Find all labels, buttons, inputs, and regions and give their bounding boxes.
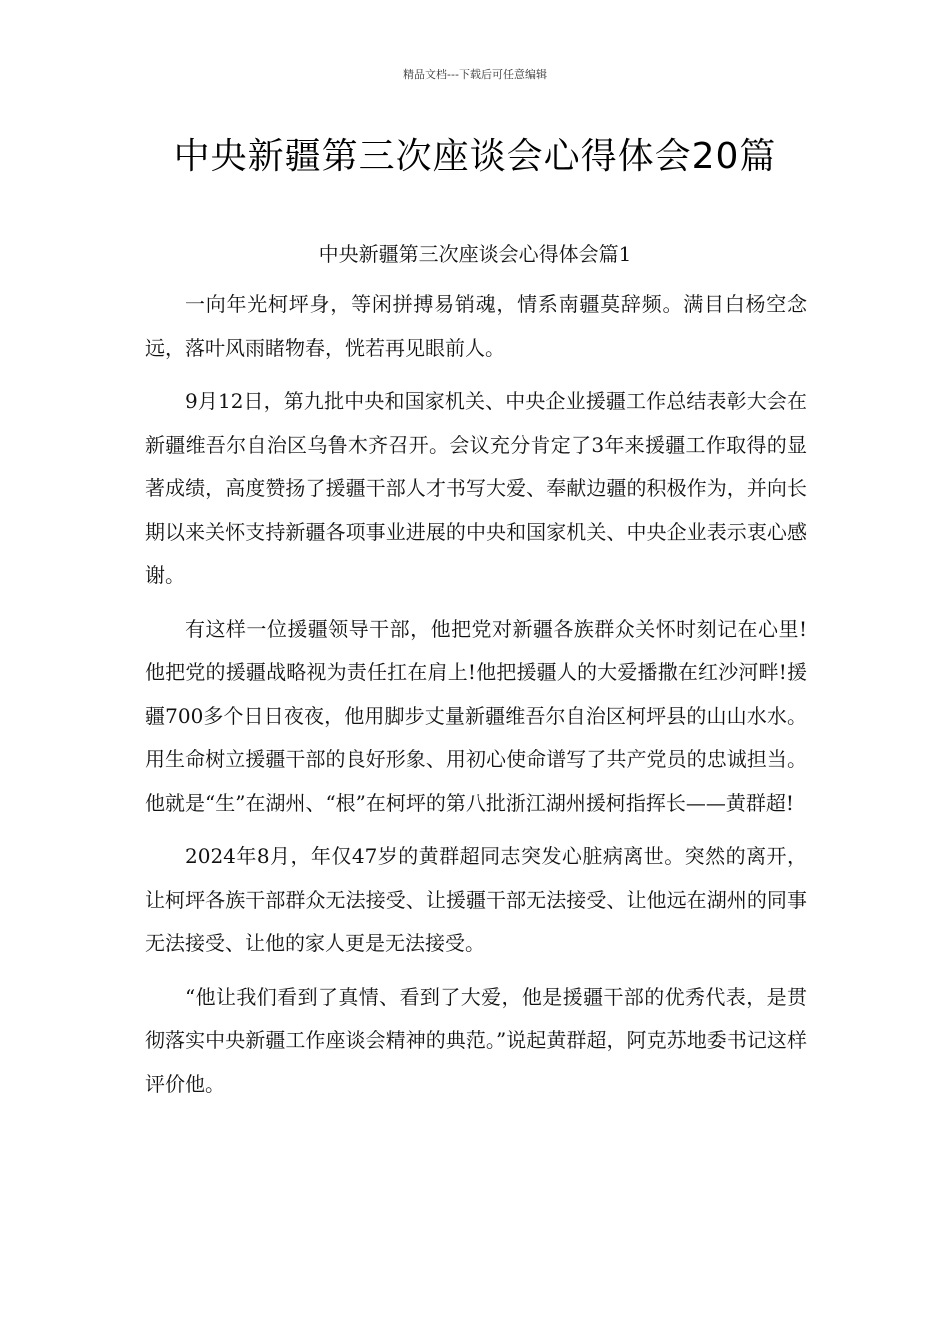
header-note: 精品文档---下载后可任意编辑 (403, 68, 547, 81)
paragraph-3: 有这样一位援疆领导干部，他把党对新疆各族群众关怀时刻记在心里!他把党的援疆战略视为责任扛在肩上!他把援疆人的大爱播撒在红沙河畔!援疆700多个日日夜夜，他用脚步丈量新疆维吾尔自治区柯坪县的山山水水。用生命树立援疆干部的良好形象、用初心使命谱写了共产党员的忠诚担当。他就是“生”在湖州、“根”在柯坪的第八批浙江湖州援柯指挥长——黄群超! (145, 616, 807, 815)
body-text (145, 283, 807, 1116)
paragraph-1: 一向年光柯坪身，等闲拼搏易销魂，情系南疆莫辞频。满目白杨空念远，落叶风雨睹物春，恍若再见眼前人。 (145, 292, 807, 360)
paragraph-2: 9月12日，第九批中央和国家机关、中央企业援疆工作总结表彰大会在新疆维吾尔自治区乌鲁木齐召开。会议充分肯定了3年来援疆工作取得的显著成绩，高度赞扬了援疆干部人才书写大爱、奉献边疆的积极作为，并向长期以来关怀支持新疆各项事业进展的中央和国家机关、中央企业表示衷心感谢。 (145, 389, 807, 587)
section-heading: 中央新疆第三次座谈会心得体会篇1 (318, 242, 632, 266)
paragraph-4: 2024年8月，年仅47岁的黄群超同志突发心脏病离世。突然的离开，让柯坪各族干部群众无法接受、让援疆干部无法接受、让他远在湖州的同事无法接受、让他的家人更是无法接受。 (145, 844, 807, 955)
paragraph-5: “他让我们看到了真情、看到了大爱，他是援疆干部的优秀代表，是贯彻落实中央新疆工作座谈会精神的典范。”说起黄群超，阿克苏地委书记这样评价他。 (145, 984, 807, 1096)
document-title: 中央新疆第三次座谈会心得体会20篇 (173, 136, 777, 177)
